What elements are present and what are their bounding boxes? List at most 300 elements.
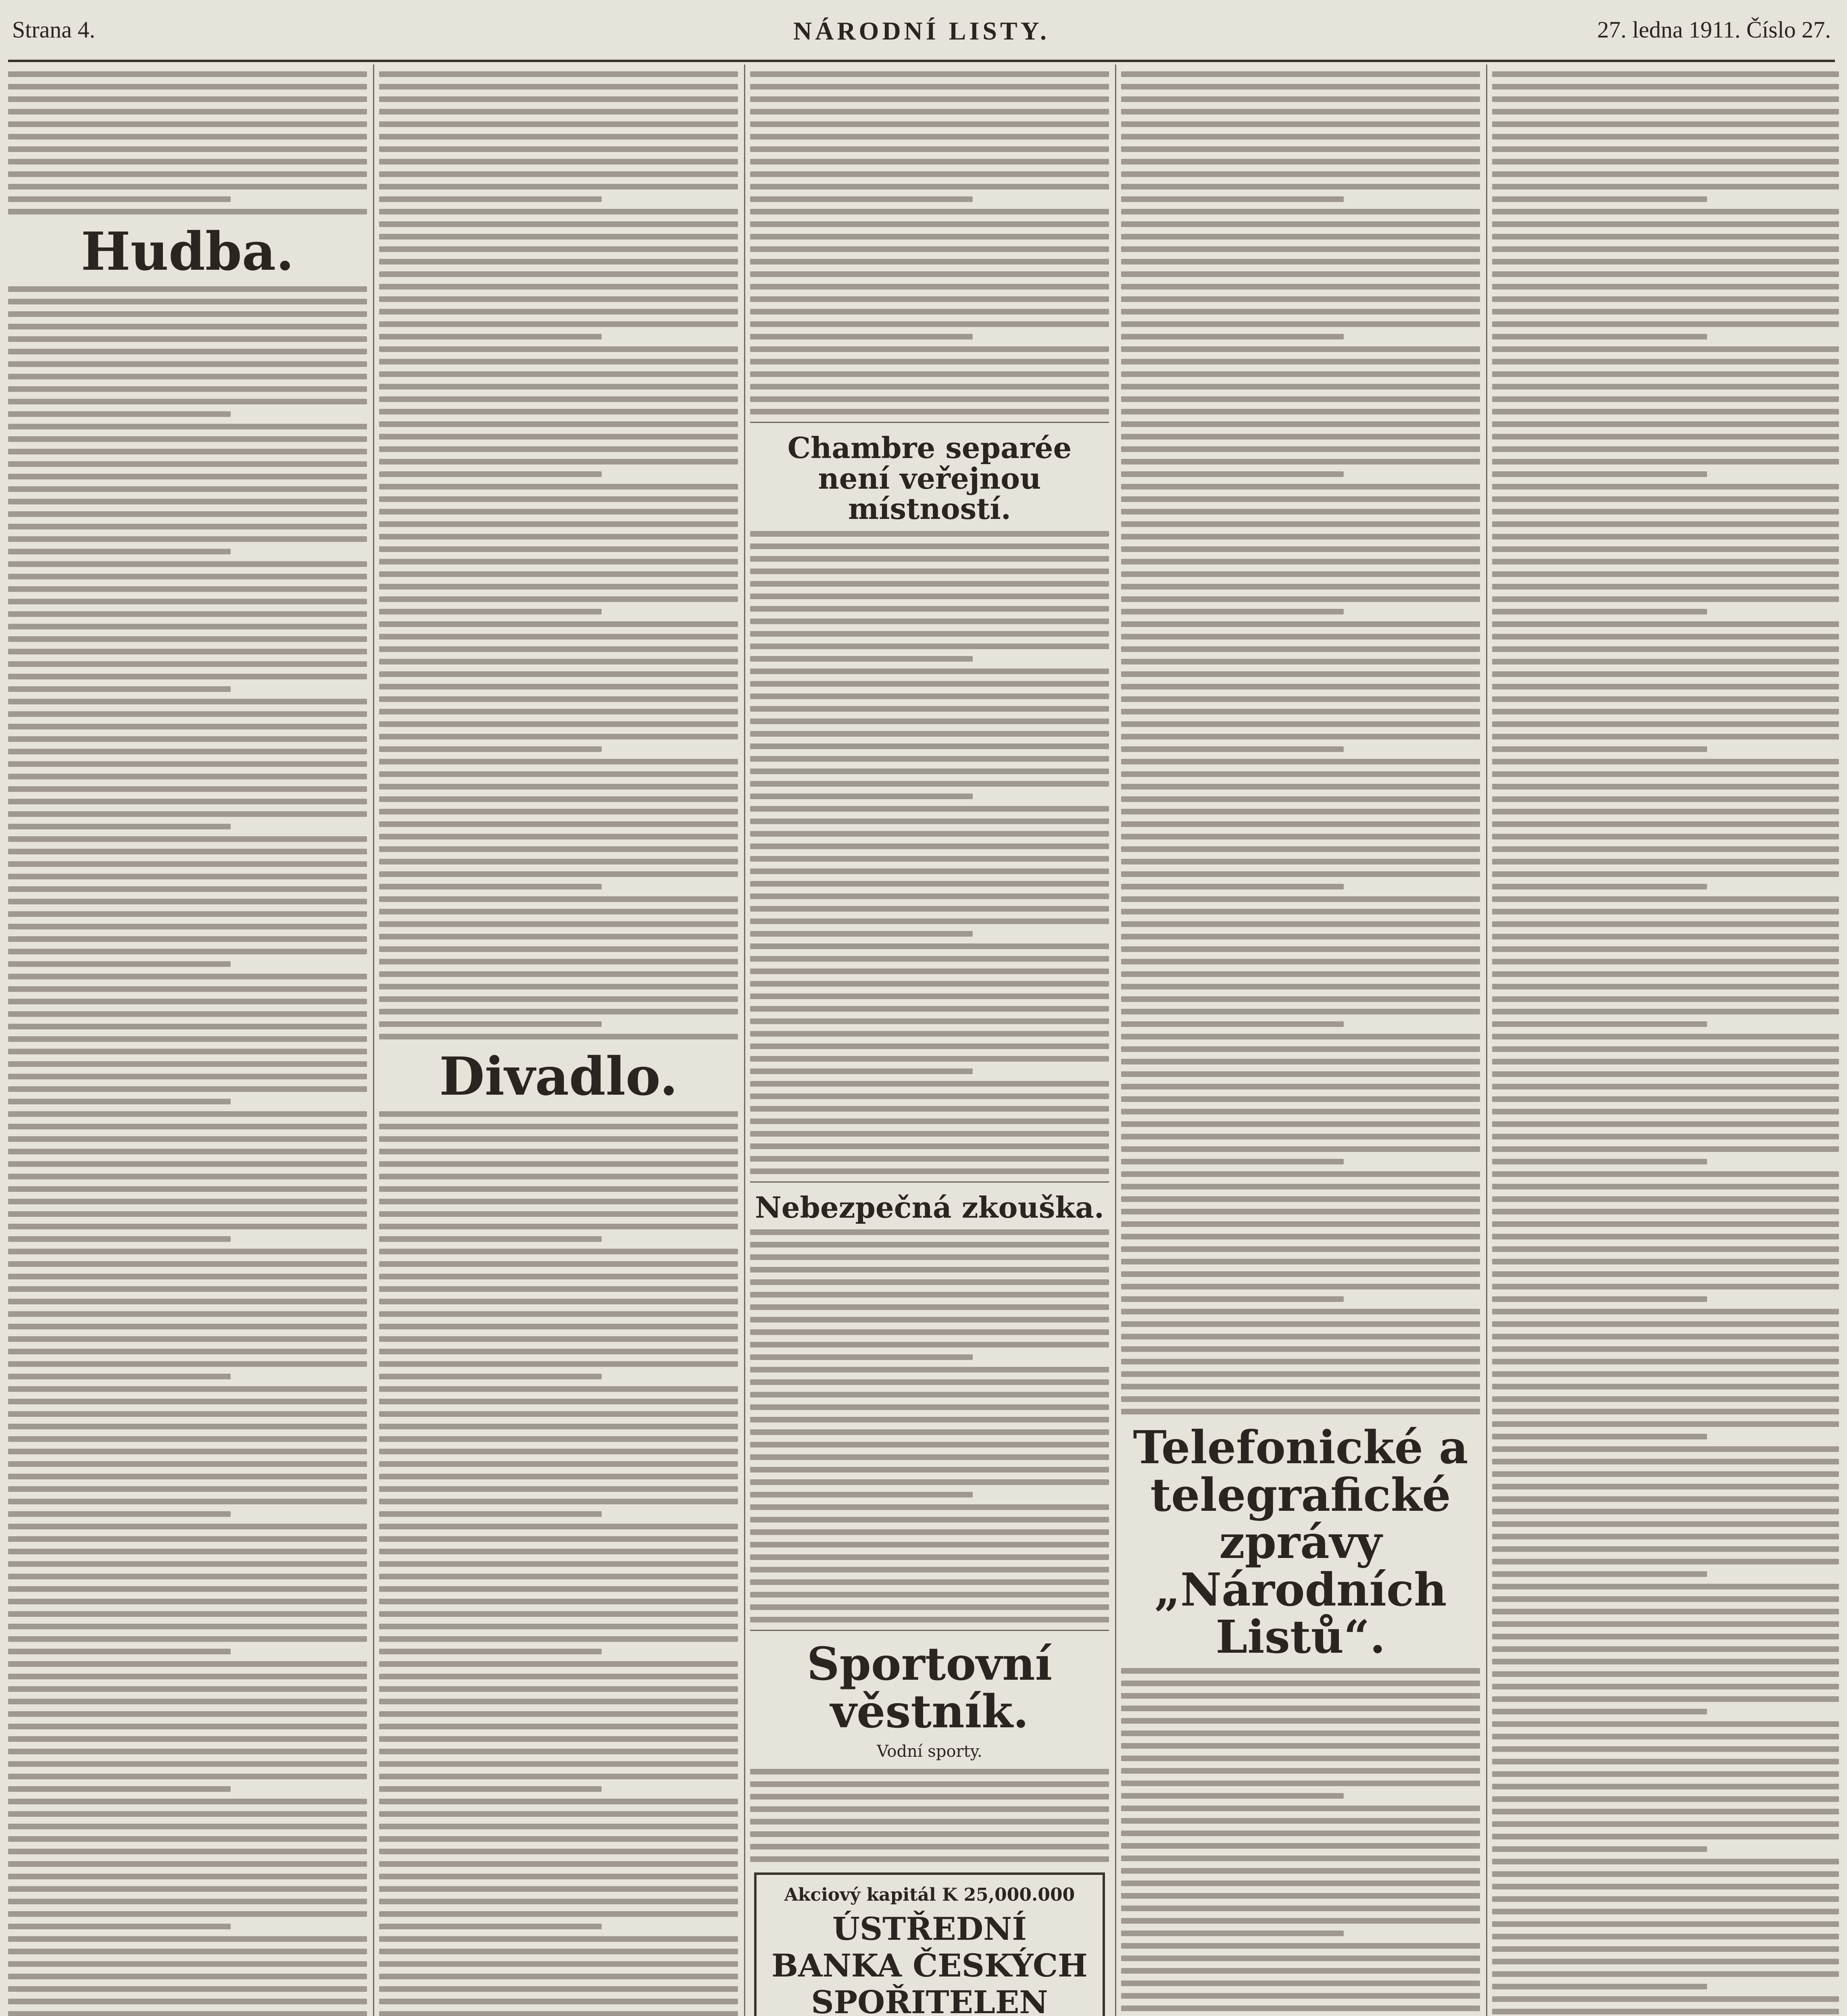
text-line [1492, 1984, 1707, 1989]
text-line [379, 296, 738, 302]
text-line [379, 1686, 738, 1692]
text-line [1121, 646, 1480, 652]
text-line [750, 768, 1109, 774]
text-line [379, 634, 738, 639]
text-line [8, 286, 367, 292]
text-line [8, 1136, 367, 1142]
text-line [750, 681, 1109, 687]
text-line [379, 1349, 738, 1354]
text-line [1121, 834, 1480, 839]
text-line [379, 884, 602, 889]
text-line [1492, 771, 1839, 777]
text-line [8, 96, 367, 102]
text-line [750, 246, 1109, 252]
text-line [1121, 284, 1480, 289]
text-line [1492, 871, 1839, 877]
text-line [750, 1043, 1109, 1049]
text-line [1121, 1346, 1480, 1352]
text-line [379, 971, 738, 977]
text-line [8, 1411, 367, 1417]
text-line [8, 1736, 367, 1742]
text-line [1121, 346, 1480, 352]
text-line [379, 984, 738, 989]
text-line [379, 171, 738, 177]
text-line [1121, 121, 1480, 127]
text-line [8, 1599, 367, 1604]
bank-advertisement [754, 1872, 1105, 2016]
text-line [750, 121, 1109, 127]
text-line [379, 1186, 738, 1192]
column-divider [1486, 65, 1487, 2016]
text-line [8, 171, 367, 177]
text-line [1492, 1784, 1839, 1789]
text-line [750, 1143, 1109, 1149]
text-line [1492, 1146, 1839, 1152]
text-line [750, 793, 973, 799]
text-line [1121, 1184, 1480, 1189]
text-line [8, 1099, 231, 1104]
text-line [379, 859, 738, 864]
text-line [1492, 1321, 1839, 1327]
text-line [1121, 534, 1480, 539]
text-line [1492, 1359, 1839, 1364]
text-line [750, 1254, 1109, 1260]
text-line [379, 1649, 602, 1654]
text-line [1121, 1384, 1480, 1389]
text-line [379, 1486, 738, 1492]
text-line [750, 1342, 1109, 1347]
text-line [1121, 1409, 1480, 1414]
text-line [1121, 696, 1480, 702]
text-line [1121, 971, 1480, 977]
text-line [1121, 1881, 1480, 1886]
text-line [379, 596, 738, 602]
text-line [379, 1574, 738, 1579]
text-line [8, 109, 367, 115]
text-line [379, 809, 738, 814]
text-line [8, 999, 367, 1004]
text-line [750, 631, 1109, 637]
text-line [379, 1386, 738, 1392]
text-line [750, 1093, 1109, 1099]
text-line [379, 1224, 738, 1229]
text-line [1492, 1846, 1707, 1852]
text-line [379, 184, 738, 190]
text-line [1492, 1909, 1839, 1914]
text-line [750, 906, 1109, 912]
text-line [1492, 334, 1707, 339]
text-line [1121, 1943, 1480, 1949]
text-line [1492, 1221, 1839, 1227]
text-line [1121, 1931, 1344, 1936]
text-line [1492, 1796, 1839, 1802]
text-line [750, 594, 1109, 599]
text-line [1121, 1781, 1480, 1786]
text-line [8, 1124, 367, 1129]
text-line [8, 1636, 367, 1642]
text-line [1492, 1196, 1839, 1202]
text-line [1492, 246, 1839, 252]
text-line [750, 296, 1109, 302]
text-line [750, 1429, 1109, 1435]
text-line [1492, 909, 1839, 914]
ad-bank-name: ÚSTŘEDNÍ BANKA ČESKÝCH SPOŘITELEN [771, 1910, 1088, 2016]
text-line [1492, 1859, 1839, 1864]
text-line [379, 1799, 738, 1804]
text-line [379, 1849, 738, 1854]
text-line [1121, 271, 1480, 277]
text-line [379, 321, 738, 327]
text-line [379, 459, 738, 464]
text-line [1492, 1534, 1839, 1539]
text-line [1121, 621, 1480, 627]
text-line [1121, 1309, 1480, 1314]
text-line [379, 334, 602, 339]
text-line [379, 1999, 738, 2004]
text-line [1121, 1209, 1480, 1214]
text-line [379, 1324, 738, 1329]
text-line [8, 1611, 367, 1617]
text-line [1121, 259, 1480, 264]
text-line [1121, 1968, 1480, 1974]
text-line [8, 761, 367, 767]
text-line [1492, 1934, 1839, 1939]
text-line [1492, 2009, 1839, 2014]
text-line [379, 1949, 738, 1954]
text-line [379, 1724, 738, 1729]
text-line [1492, 1809, 1839, 1814]
text-line [1492, 684, 1839, 689]
text-line [1492, 1996, 1839, 2002]
text-line [750, 818, 1109, 824]
text-line [8, 961, 231, 967]
text-line [1121, 909, 1480, 914]
text-line [1492, 1896, 1839, 1902]
text-line [8, 786, 367, 792]
text-line [1492, 1134, 1839, 1139]
text-line [8, 611, 367, 617]
text-line [379, 546, 738, 552]
text-line [8, 1974, 367, 1979]
text-line [1121, 334, 1344, 339]
text-line [750, 881, 1109, 887]
text-line [750, 1529, 1109, 1535]
text-line [1492, 309, 1839, 314]
text-line [1492, 1209, 1839, 1214]
text-line [1121, 134, 1480, 140]
text-line [1121, 1818, 1480, 1824]
text-line [1492, 746, 1707, 752]
text-line [750, 531, 1109, 537]
text-line [8, 824, 231, 829]
text-line [1492, 1046, 1839, 1052]
text-line [379, 896, 738, 902]
text-line [8, 1999, 367, 2004]
text-line [379, 1836, 738, 1842]
text-line [8, 1161, 367, 1167]
text-line [379, 909, 738, 914]
text-line [1492, 1709, 1707, 1714]
text-line [1492, 484, 1839, 489]
text-line [1492, 1246, 1839, 1252]
text-line [8, 624, 367, 629]
text-line [750, 1279, 1109, 1285]
text-line [1121, 759, 1480, 764]
text-line [1121, 671, 1480, 677]
text-line [750, 756, 1109, 762]
text-line [1121, 996, 1480, 1002]
text-line [1121, 709, 1480, 714]
text-line [1492, 1746, 1839, 1752]
text-line [1121, 1668, 1480, 1674]
text-line [750, 1831, 1109, 1837]
text-line [1121, 721, 1480, 727]
text-line [750, 581, 1109, 587]
text-line [8, 361, 367, 367]
text-line [379, 221, 738, 227]
text-line [8, 1524, 367, 1529]
text-line [750, 781, 1109, 787]
text-line [8, 1486, 367, 1492]
text-line [1121, 1321, 1480, 1327]
text-line [379, 1636, 738, 1642]
text-line [8, 1924, 231, 1929]
text-line [1121, 884, 1344, 889]
text-line [379, 359, 738, 364]
text-line [8, 1674, 367, 1679]
text-line [379, 646, 738, 652]
text-line [1121, 1234, 1480, 1239]
text-line [1121, 71, 1480, 77]
text-line [1492, 634, 1839, 639]
text-line [379, 1399, 738, 1404]
text-line [8, 674, 367, 679]
text-line [750, 1106, 1109, 1112]
text-line [750, 334, 973, 339]
text-line [1492, 996, 1839, 1002]
text-line [750, 134, 1109, 140]
text-line [8, 1461, 367, 1467]
text-line [1121, 421, 1480, 427]
text-line [1492, 1234, 1839, 1239]
text-line [1121, 446, 1480, 452]
text-line [1492, 1021, 1707, 1027]
text-line [8, 599, 367, 604]
text-line [1492, 84, 1839, 90]
column-divider [1115, 65, 1116, 2016]
text-line [379, 1311, 738, 1317]
text-line [1121, 846, 1480, 852]
text-line [750, 1579, 1109, 1585]
text-line [8, 1624, 367, 1629]
text-line [379, 121, 738, 127]
text-line [8, 449, 367, 454]
text-line [1121, 659, 1480, 664]
text-line [1492, 809, 1839, 814]
text-line [1492, 1171, 1839, 1177]
text-line [379, 1711, 738, 1717]
text-line [750, 1242, 1109, 1248]
text-line [379, 584, 738, 589]
text-line [1492, 1384, 1839, 1389]
text-line [1121, 159, 1480, 165]
text-line [1121, 1906, 1480, 1911]
text-line [379, 534, 738, 539]
text-line [1492, 821, 1839, 827]
text-line [379, 1786, 602, 1792]
text-line [1121, 596, 1480, 602]
text-line [8, 711, 367, 717]
text-line [379, 496, 738, 502]
text-line [8, 686, 231, 692]
text-line [379, 1136, 738, 1142]
text-line [1121, 309, 1480, 314]
text-line [8, 411, 231, 417]
text-line [379, 2011, 738, 2016]
text-line [750, 1081, 1109, 1087]
text-line [750, 918, 1109, 924]
text-line [750, 1479, 1109, 1485]
text-line [379, 109, 738, 115]
text-line [1121, 1693, 1480, 1699]
text-line [8, 1874, 367, 1879]
text-line [1492, 284, 1839, 289]
column-3 [750, 65, 1109, 2016]
headline-chambre-separee: Chambre separée není veřejnou místností. [787, 431, 1072, 526]
text-line [379, 1199, 738, 1204]
text-line [750, 1031, 1109, 1037]
text-line [1492, 1009, 1839, 1014]
text-line [1492, 1334, 1839, 1339]
text-line [8, 799, 367, 804]
text-line [8, 1286, 367, 1292]
text-line [379, 959, 738, 964]
text-line [8, 1074, 367, 1079]
text-line [750, 1504, 1109, 1510]
text-line [750, 221, 1109, 227]
text-line [750, 669, 1109, 674]
text-line [750, 1454, 1109, 1460]
text-line [379, 571, 738, 577]
text-line [1492, 884, 1707, 889]
text-line [750, 396, 1109, 402]
ad-capital: Akciový kapitál K 25,000.000 [784, 1884, 1075, 1905]
text-line [379, 1474, 738, 1479]
text-line [8, 1374, 231, 1379]
text-line [1121, 1221, 1480, 1227]
text-line [1492, 571, 1839, 577]
text-line [750, 1542, 1109, 1547]
text-line [379, 1736, 738, 1742]
text-line [1121, 1059, 1480, 1064]
text-line [1121, 1731, 1480, 1736]
text-line [1121, 1793, 1344, 1799]
text-line [8, 1111, 367, 1117]
text-line [1121, 96, 1480, 102]
section-heading-sport: Sportovní věstník. [807, 1638, 1053, 1738]
text-line [750, 1317, 1109, 1322]
text-line [379, 1974, 738, 1979]
text-line [1492, 159, 1839, 165]
text-line [379, 1549, 738, 1554]
text-line [1492, 1696, 1839, 1702]
text-line [8, 474, 367, 479]
text-line [379, 1161, 738, 1167]
text-line [8, 1499, 367, 1504]
text-line [8, 1361, 367, 1367]
text-line [1492, 1121, 1839, 1127]
text-line [8, 849, 367, 854]
section-rule [750, 1630, 1109, 1631]
text-line [1492, 934, 1839, 939]
text-line [750, 706, 1109, 712]
text-line [379, 1861, 738, 1867]
text-line [1121, 1009, 1480, 1014]
text-line [379, 1424, 738, 1429]
text-line [1492, 1071, 1839, 1077]
text-line [1492, 521, 1839, 527]
text-line [1492, 146, 1839, 152]
text-line [379, 871, 738, 877]
text-line [1492, 596, 1839, 602]
text-line [8, 1424, 367, 1429]
text-line [8, 311, 367, 317]
text-line [1121, 296, 1480, 302]
column-divider [373, 65, 374, 2016]
text-line [750, 1806, 1109, 1812]
text-line [1492, 259, 1839, 264]
text-line [379, 471, 602, 477]
text-line [8, 159, 367, 165]
text-line [8, 1249, 367, 1254]
text-line [750, 1567, 1109, 1572]
text-line [750, 209, 1109, 215]
text-line [750, 1819, 1109, 1824]
text-line [379, 509, 738, 514]
text-line [1492, 1921, 1839, 1927]
newspaper-title: NÁRODNÍ LISTY. [793, 17, 1050, 45]
text-line [750, 1769, 1109, 1774]
text-line [379, 709, 738, 714]
text-line [379, 771, 738, 777]
text-line [1492, 71, 1839, 77]
text-line [1121, 221, 1480, 227]
text-line [750, 146, 1109, 152]
text-line [1492, 859, 1839, 864]
text-line [8, 886, 367, 892]
text-line [8, 511, 367, 517]
text-line [379, 934, 738, 939]
text-line [8, 1799, 367, 1804]
text-line [1492, 1734, 1839, 1739]
text-line [8, 461, 367, 467]
text-line [750, 644, 1109, 649]
text-line [8, 1024, 367, 1029]
text-line [379, 1511, 602, 1517]
text-line [1121, 1371, 1480, 1377]
text-line [750, 159, 1109, 165]
text-line [1492, 609, 1707, 614]
section-rule [750, 1181, 1109, 1183]
text-line [1492, 1096, 1839, 1102]
text-line [750, 1329, 1109, 1335]
text-line [750, 1068, 973, 1074]
text-line [1121, 1706, 1480, 1711]
text-line [1492, 1434, 1707, 1439]
text-line [379, 684, 738, 689]
text-line [1492, 1271, 1839, 1277]
text-line [1492, 834, 1839, 839]
